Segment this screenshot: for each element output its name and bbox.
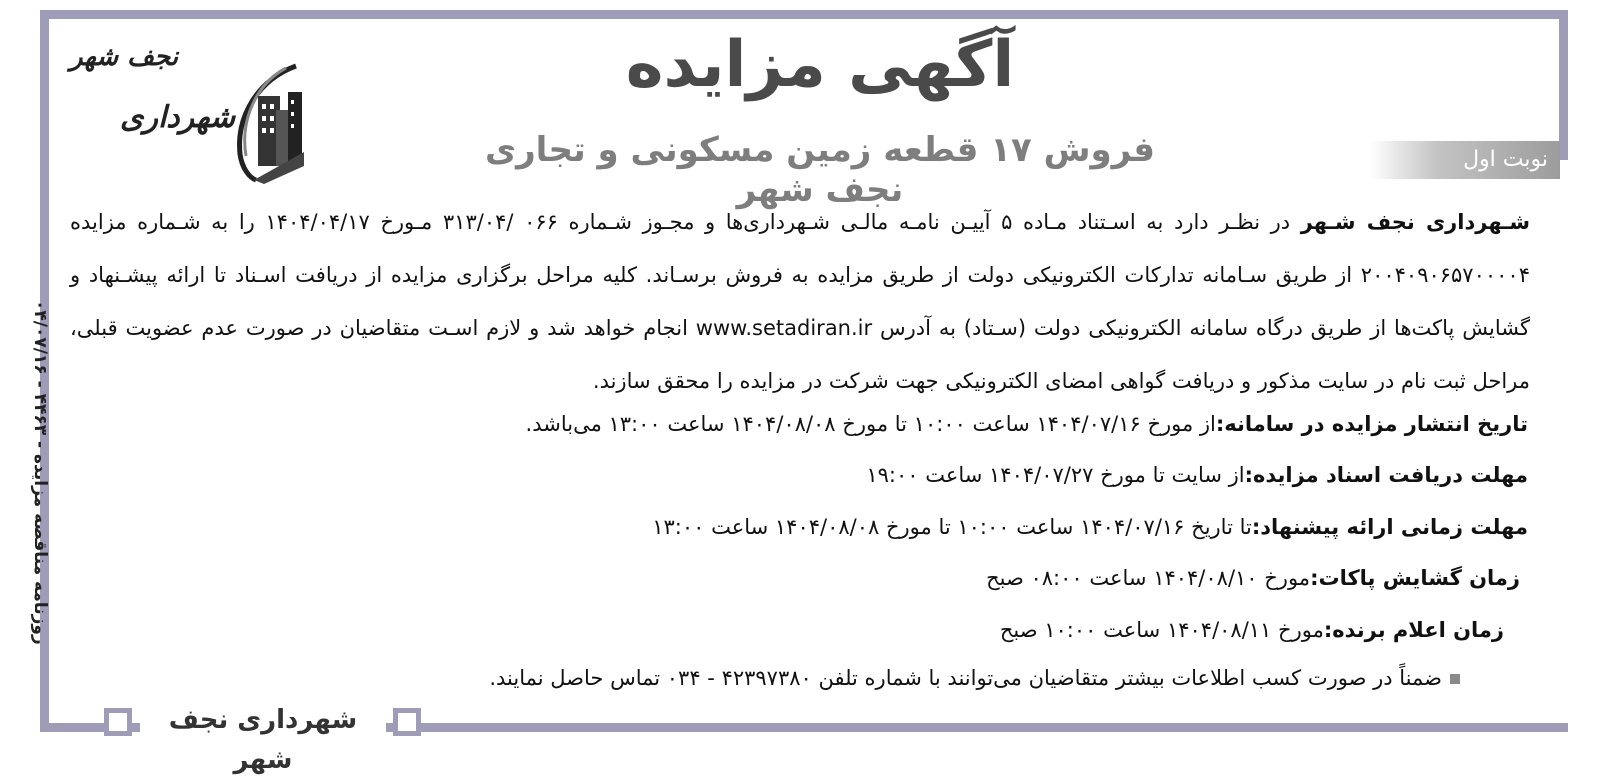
info-label: زمان اعلام برنده: [1323, 618, 1504, 642]
frame-decor-square-right [393, 708, 421, 736]
bullet-icon [1450, 674, 1460, 684]
footer-label: شهرداری نجف شهر [140, 700, 386, 740]
round-badge: نوبت اول [1370, 141, 1560, 179]
info-label: مهلت دریافت اسناد مزایده: [1244, 463, 1528, 487]
info-label: مهلت زمانی ارائه پیشنهاد: [1251, 515, 1528, 539]
info-line-opening [986, 566, 1520, 590]
info-line-publish [526, 412, 1528, 436]
info-value: از سایت تا مورخ ۱۴۰۴/۰۷/۲۷ ساعت ۱۹:۰۰ [866, 463, 1245, 487]
info-value: مورخ ۱۴۰۴/۰۸/۱۰ ساعت ۰۸:۰۰ صبح [986, 566, 1311, 590]
info-value: تا تاریخ ۱۴۰۴/۰۷/۱۶ ساعت ۱۰:۰۰ تا مورخ ۱۴۰۴/۰۸/۰۸ ساعت ۱۳:۰۰ [652, 515, 1252, 539]
announcement-body [70, 196, 1530, 408]
contact-note-text: ضمناً در صورت کسب اطلاعات بیشتر متقاضیان می‌توانند با شماره تلفن ۴۲۳۹۷۳۸۰ - ۰۳۴ تماس حاصل نمایند. [489, 666, 1442, 690]
info-value: از مورخ ۱۴۰۴/۰۷/۱۶ ساعت ۱۰:۰۰ تا مورخ ۱۴۰۴/۰۸/۰۸ ساعت ۱۳:۰۰ می‌باشد. [525, 412, 1216, 436]
organization-name: شـهرداری نجف شـهر [1300, 210, 1531, 234]
info-value: مورخ ۱۴۰۴/۰۸/۱۱ ساعت ۱۰:۰۰ صبح [999, 618, 1324, 642]
info-line-winner [1000, 618, 1504, 642]
page-subtitle: فروش ۱۷ قطعه زمین مسکونی و تجاری نجف شهر [484, 130, 1156, 210]
contact-note [489, 666, 1460, 690]
info-line-documents [866, 463, 1528, 487]
info-line-proposal [652, 515, 1528, 539]
newspaper-issue-text: روزنامه مناقصه مزایده - ۴۴۶۳ - ۰۴/۰۷/۱۶ [30, 300, 50, 645]
logo-text-shahrdari: شهرداری [120, 100, 236, 135]
frame-decor-square-left [104, 708, 132, 736]
frame-top-border [40, 10, 1568, 19]
newspaper-sidebar [16, 300, 56, 645]
info-label: تاریخ انتشار مزایده در سامانه: [1215, 412, 1528, 436]
logo-text-najafshahr: نجف شهر [70, 42, 179, 72]
frame-right-border [1559, 10, 1568, 160]
announcement-paragraph: در نظـر دارد به اسـتناد مـاده ۵ آییـن نامـه مالـی شـهرداری‌ها و مجـوز شـماره ۰۶۶ /۳۱۳/۰۴ مـورخ ۱۴۰۴/۰۴/۱۷ را به شـماره مزایده ۲۰۰۴۰۹۰۶۵۷۰۰۰۰۴ از طریق سـامانه تدارکات الکترونیکی دولت از طریق مزایده به فروش برسـاند. کلیه مراحل برگزاری مزایده از دریافت اسـناد تا ارائه پیشـنهاد و گشایش پاکت‌ها از طریق درگاه سامانه الکترونیکی دولت (سـتاد) به آدرس www.setadiran.ir انجام خواهد شد و لازم اسـت متقاضیان در صورت عدم عضویت قبلی، مراحل ثبت نام در سایت مذکور و دریافت گواهی امضای الکترونیکی جهت شرکت در مزایده را محقق سازند. [70, 210, 1530, 393]
page-title: آگهی مزایده [625, 28, 1015, 102]
municipality-logo [60, 34, 320, 184]
info-label: زمان گشایش پاکات: [1310, 566, 1520, 590]
